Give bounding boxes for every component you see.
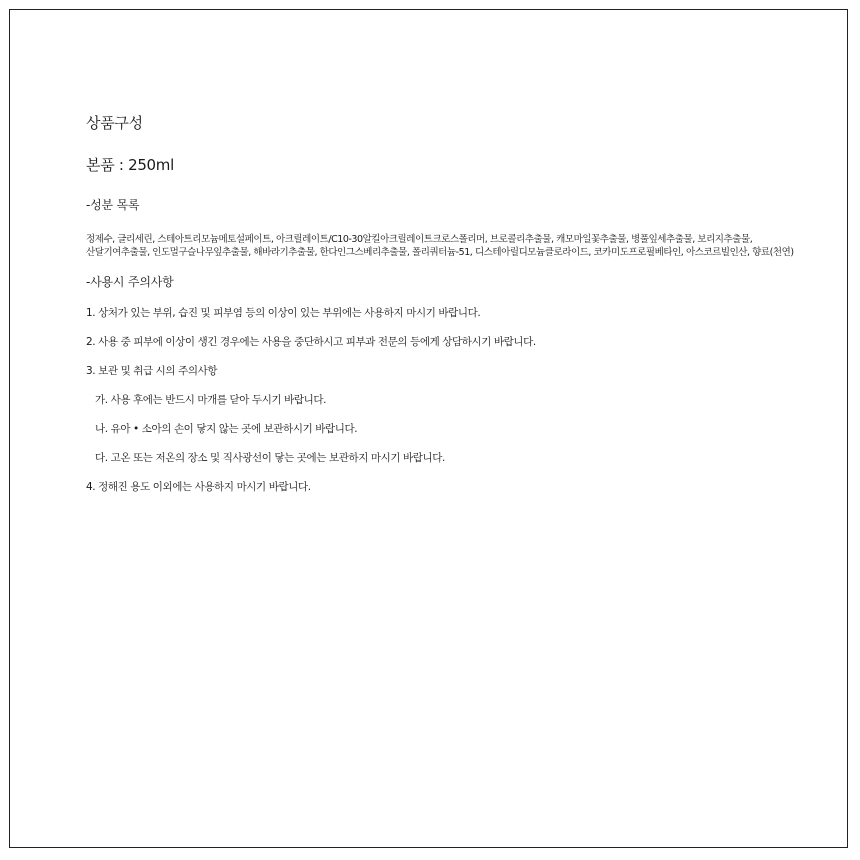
product-composition-title: 상품구성 (86, 114, 143, 132)
volume-text: 본품 : 250ml (86, 156, 174, 174)
ingredients-list: 정제수, 글리세린, 스테아트리모늄메토설페이트, 아크릴레이트/C10-30알킬아크릴레이트크로스폴리머, 브로콜리추출물, 캐모마일꽃추출물, 병풀잎세추출물, 보리지추출물, 산달기여추출물, 인도멀구슬나무잎추출물, 해바라기추출물, 한다인그스베리추출물, 폴리쿼터늄-51, 디스테아릴디모늄클로라이드, 코카미도프로필베타인, 아스코르빌인산, 향료(천연) (86, 234, 794, 258)
caution-item-3: 3. 보관 및 취급 시의 주의사항 (86, 365, 218, 377)
caution-subitem-na: 나. 유아 • 소아의 손이 닿지 않는 곳에 보관하시기 바랍니다. (95, 423, 358, 435)
ingredients-heading: -성분 목록 (86, 198, 140, 212)
caution-item-1: 1. 상처가 있는 부위, 습진 및 피부염 등의 이상이 있는 부위에는 사용하지 마시기 바랍니다. (86, 307, 481, 319)
caution-item-4: 4. 정해진 용도 이외에는 사용하지 마시기 바랍니다. (86, 481, 311, 493)
caution-heading: -사용시 주의사항 (86, 275, 174, 289)
caution-subitem-da: 다. 고온 또는 저온의 장소 및 직사광선이 닿는 곳에는 보관하지 마시기 바랍니다. (95, 452, 445, 464)
caution-subitem-ga: 가. 사용 후에는 반드시 마개를 닫아 두시기 바랍니다. (95, 394, 327, 406)
product-info (86, 112, 806, 508)
caution-item-2: 2. 사용 중 피부에 이상이 생긴 경우에는 사용을 중단하시고 피부과 전문의 등에게 상담하시기 바랍니다. (86, 336, 536, 348)
